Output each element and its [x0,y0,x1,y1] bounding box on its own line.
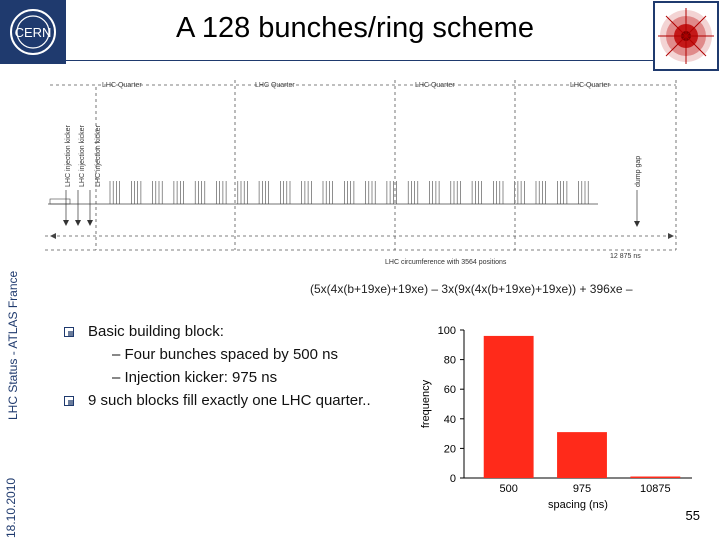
experiment-logo [652,0,720,72]
x-axis-label: spacing (ns) [548,499,608,511]
quarter-label-4: LHC Quarter [570,82,610,89]
kicker-arrowhead [63,220,69,226]
kicker-label-1: LHC injection kicker [65,125,72,187]
bullet-item [62,389,422,412]
x-tick-label: 500 [499,483,518,495]
y-axis-label: frequency [420,379,432,429]
y-tick-label: 20 [443,443,456,456]
spacing-histogram [412,318,700,518]
cern-logo [0,0,66,64]
sub-bullet-text: Four bunches spaced by 500 ns [124,346,338,363]
scheme-frame [45,80,676,250]
y-tick-label: 40 [443,413,456,426]
sub-bullet-text: Injection kicker: 975 ns [124,369,278,386]
sub-bullet-dash: – [112,346,121,363]
circumference-label: LHC circumference with 3564 positions [385,259,507,266]
bullet-box-icon [64,396,74,406]
dump-gap-label: dump gap [635,155,642,187]
bunch-markers [50,181,588,226]
bullet-box-icon [64,327,74,337]
histogram-bar [630,477,680,478]
sub-bullet-item [62,366,422,389]
pilot-block [50,199,70,204]
y-tick-label: 60 [443,384,456,397]
kicker-arrowhead [87,220,93,226]
quarter-label-1: LHC Quarter [102,82,142,89]
y-tick-label: 100 [437,325,456,337]
dump-gap-arrowhead [634,221,640,227]
bullet-text: Basic building block: [88,323,224,340]
filling-formula: (5x(4x(b+19xe)+19xe) – 3x(9x(4x(b+19xe)+19xe)) + 396xe – [310,282,633,296]
filling-scheme-diagram [40,72,690,272]
sub-bullet-item [62,343,422,366]
kicker-arrowhead [75,220,81,226]
slide-title: A 128 bunches/ring scheme [176,12,534,44]
bullet-text: 9 such blocks fill exactly one LHC quarter.. [88,392,371,409]
kicker-label-2: LHC injection kicker [79,125,86,187]
x-tick-label: 975 [572,483,592,495]
bullet-item [62,320,422,343]
sidebar-label-text: LHC Status - ATLAS France [6,270,20,420]
sidebar-date-text: 18.10.2010 [4,477,18,538]
histogram-bar [484,336,534,478]
kicker-label-3: LHC injection kicker [95,125,102,187]
quarter-label-3: LHC Quarter [415,82,455,89]
y-tick-label: 0 [449,473,456,485]
histogram-bar [557,432,607,478]
y-tick-label: 80 [443,354,456,367]
quarter-label-2: LHC Quarter [255,82,295,89]
cern-logo-text: CERN [14,25,52,40]
x-tick-label: 10875 [640,483,671,495]
sidebar-date [4,448,18,538]
sub-bullet-dash: – [112,369,121,386]
sidebar-label [6,270,18,420]
end-time-label: 12 875 ns [610,253,641,260]
title-divider [66,60,654,61]
bullet-list [62,320,422,412]
page-number: 55 [685,508,700,523]
